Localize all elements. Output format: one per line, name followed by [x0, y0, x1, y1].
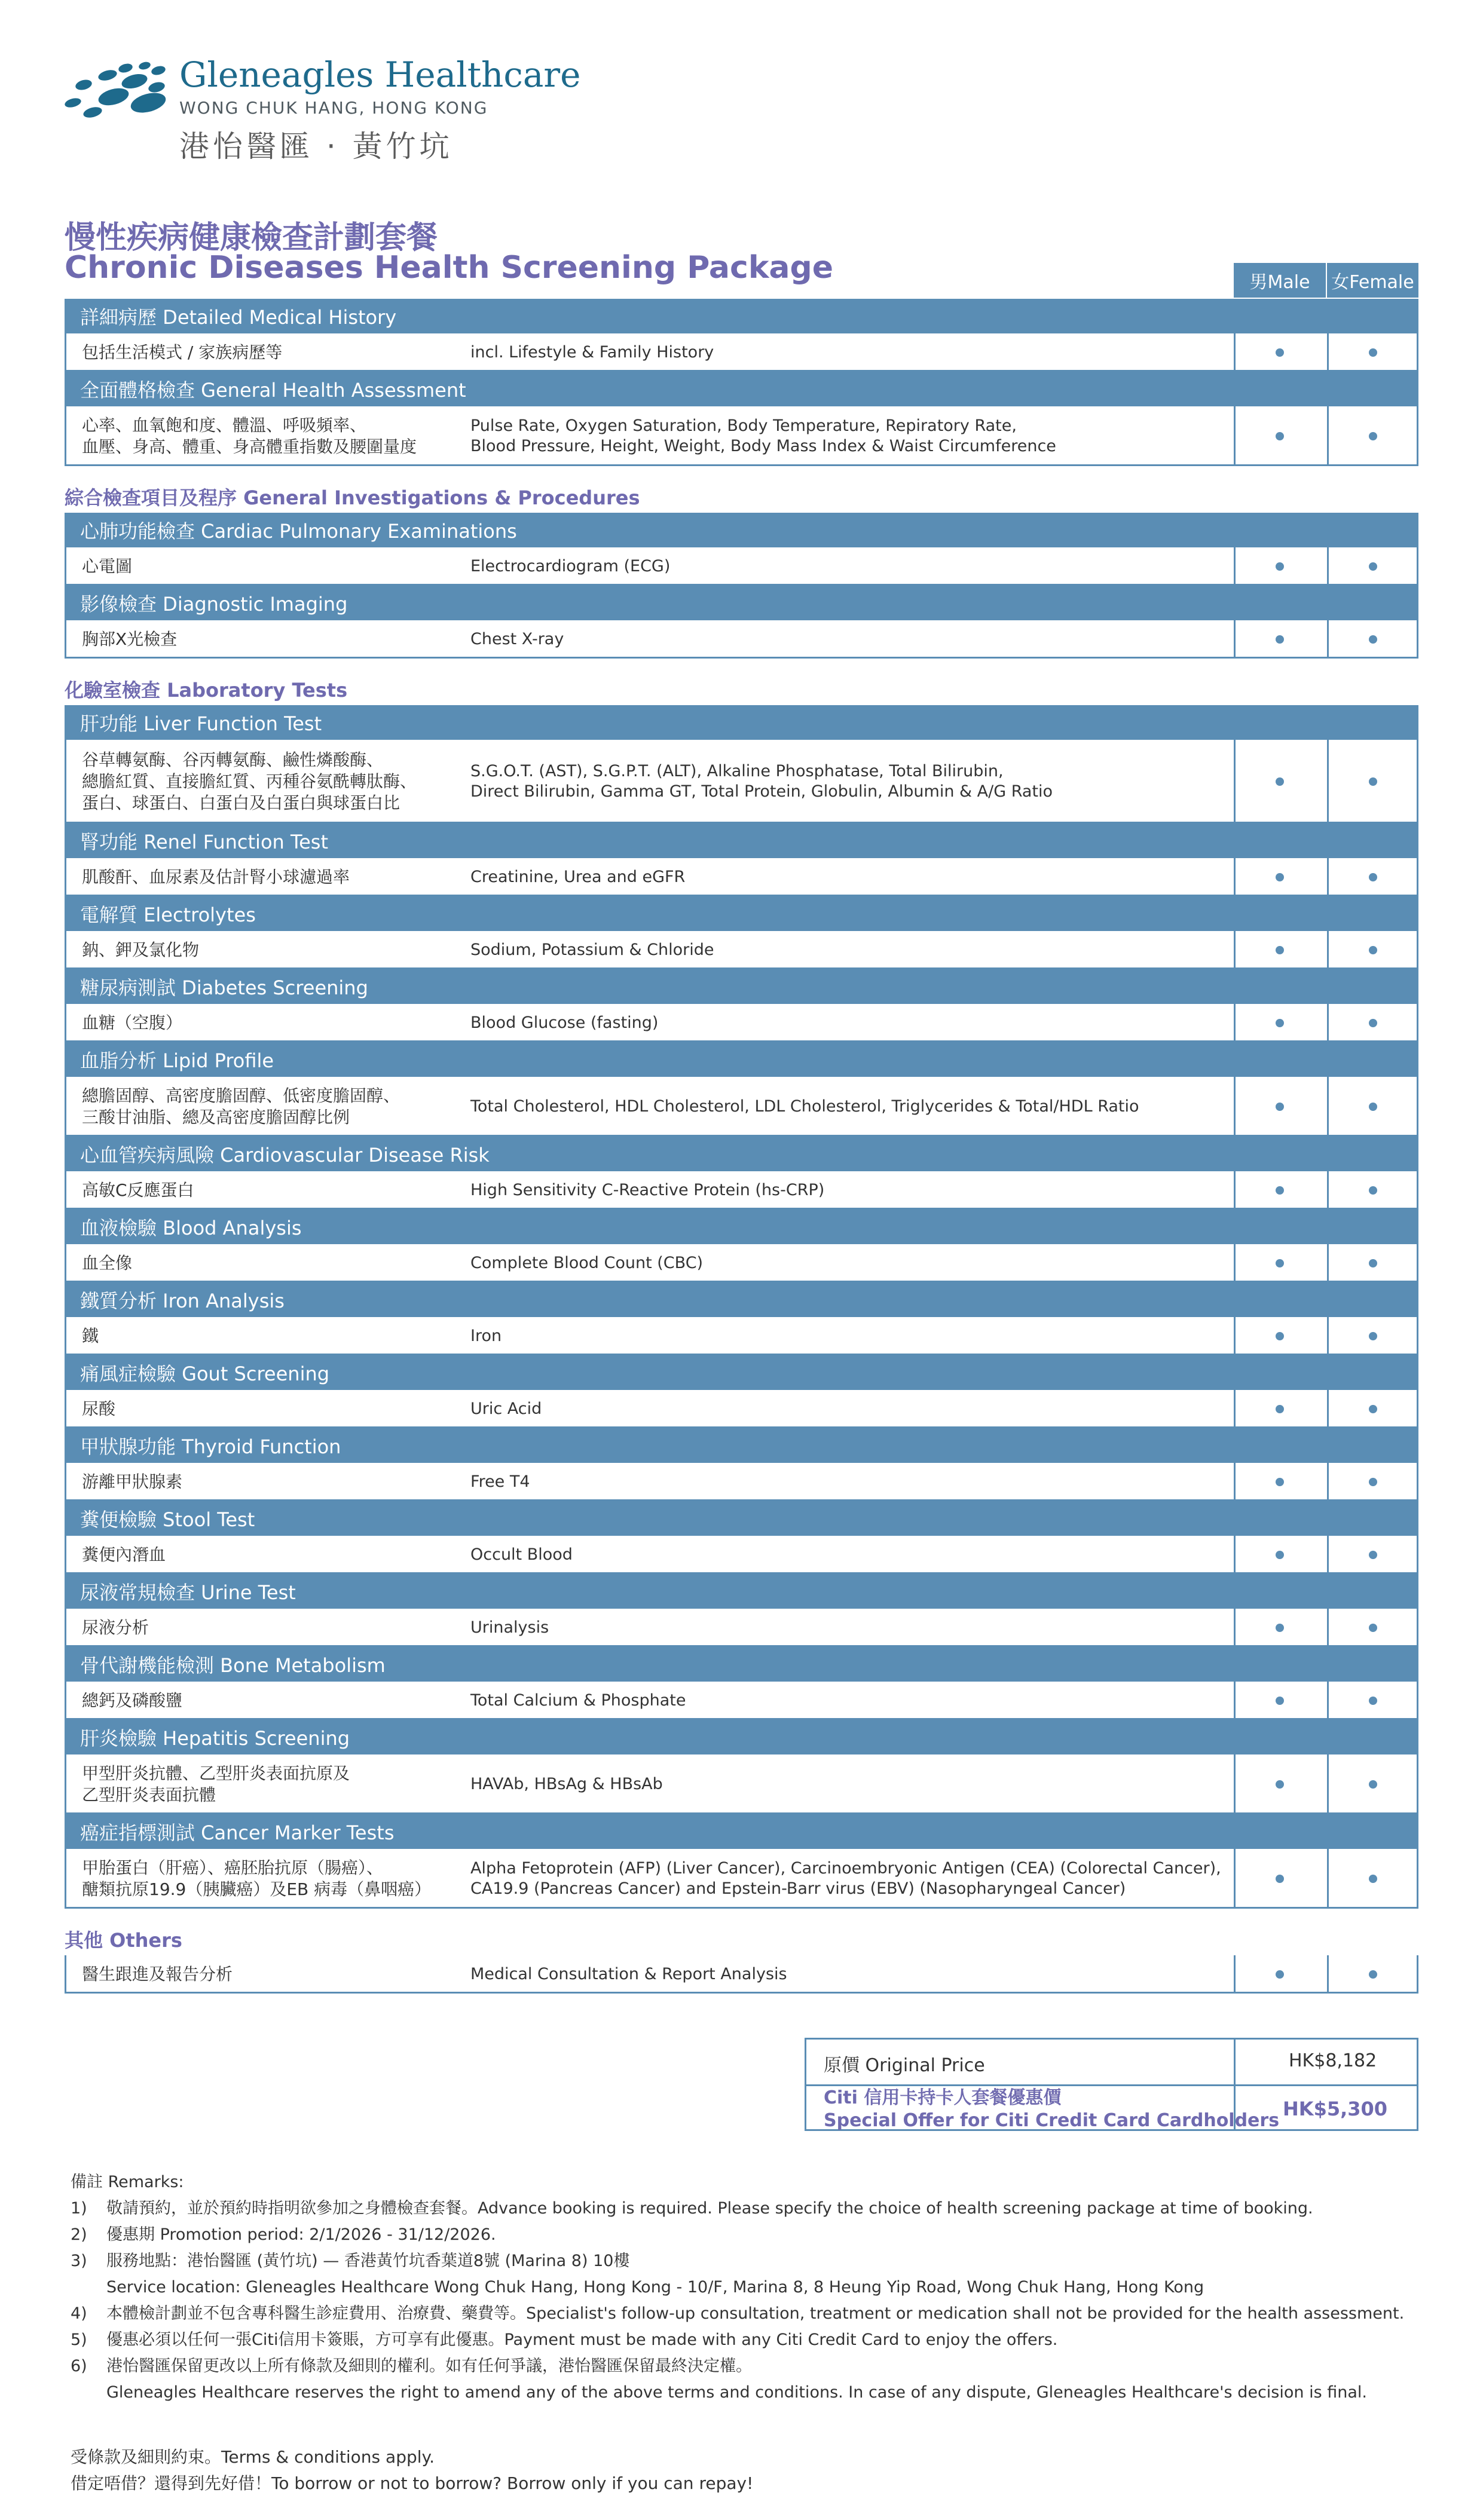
female-included-dot: [1369, 1970, 1377, 1979]
section-header: 腎功能 Renel Function Test: [65, 823, 1418, 858]
remark-text: 敬請預約，並於預約時指明欲參加之身體檢查套餐。Advance booking is required. Please specify the choice of health screening package at time of booking.: [106, 2199, 1313, 2218]
column-header-male: 男Male: [1234, 263, 1326, 298]
male-included-dot: [1276, 348, 1284, 357]
item-english: Blood Glucose (fasting): [470, 1013, 659, 1032]
table-row: [65, 1955, 1418, 1994]
table-row: [65, 333, 1418, 372]
female-included-dot: [1369, 1019, 1377, 1027]
table-row: [65, 740, 1418, 823]
item-english: Total Calcium & Phosphate: [470, 1691, 686, 1710]
item-chinese: 糞便內潛血: [82, 1545, 166, 1564]
item-english: Medical Consultation & Report Analysis: [470, 1965, 787, 1983]
section-header: 血液檢驗 Blood Analysis: [65, 1210, 1418, 1244]
remark-number: [71, 2380, 106, 2406]
item-english: Uric Acid: [470, 1400, 542, 1418]
female-included-dot: [1369, 1405, 1377, 1413]
gleneagles-logo-icon: [60, 60, 173, 131]
item-chinese: 甲胎蛋白（肝癌）、癌胚胎抗原（腸癌）、 醣類抗原19.9（胰臟癌）及EB 病毒（鼻咽癌）: [82, 1858, 432, 1899]
female-included-dot: [1369, 635, 1377, 644]
remark-text: 本體檢計劃並不包含專科醫生診症費用、治療費、藥費等。Specialist's follow-up consultation, treatment or medication shall not be provided for the health assessment.: [106, 2304, 1405, 2323]
male-included-dot: [1276, 1970, 1284, 1979]
section-header: 糖尿病測試 Diabetes Screening: [65, 969, 1418, 1004]
female-included-dot: [1369, 1780, 1377, 1789]
remark-item: [71, 2196, 1433, 2222]
female-included-dot: [1369, 1551, 1377, 1559]
female-included-dot: [1369, 1697, 1377, 1705]
female-included-dot: [1369, 946, 1377, 954]
remark-number: 4): [71, 2304, 87, 2323]
table-row: [65, 406, 1418, 466]
table-row: [65, 1463, 1418, 1501]
table-row: [65, 620, 1418, 659]
male-included-dot: [1276, 1780, 1284, 1789]
male-included-dot: [1276, 1624, 1284, 1632]
offer-price-label-en: Special Offer for Citi Credit Card Cardholders: [824, 2110, 1280, 2131]
female-included-dot: [1369, 873, 1377, 881]
section-header: 心血管疾病風險 Cardiovascular Disease Risk: [65, 1137, 1418, 1171]
table-row: [65, 1682, 1418, 1720]
item-chinese: 總鈣及磷酸鹽: [82, 1691, 183, 1710]
male-included-dot: [1276, 1875, 1284, 1883]
female-included-dot: [1369, 777, 1377, 786]
terms-notice: [71, 2444, 753, 2497]
male-included-dot: [1276, 1697, 1284, 1705]
original-price-label: 原價 Original Price: [824, 2055, 985, 2076]
section-header: 影像檢查 Diagnostic Imaging: [65, 586, 1418, 620]
table-row: [65, 1077, 1418, 1137]
section-header: 肝功能 Liver Function Test: [65, 705, 1418, 740]
item-chinese: 心電圖: [82, 556, 133, 576]
male-included-dot: [1276, 1478, 1284, 1486]
item-chinese: 胸部X光檢查: [82, 629, 178, 649]
item-chinese: 血全像: [82, 1253, 133, 1273]
brand-chinese-name: 港怡醫匯 · 黃竹坑: [179, 129, 453, 164]
terms-line-1: 受條款及細則約束。Terms & conditions apply.: [71, 2447, 435, 2467]
table-row: [65, 931, 1418, 969]
remark-number: 6): [71, 2357, 87, 2375]
remark-text: Gleneagles Healthcare reserves the right to amend any of the above terms and conditions. In case of any dispute, Gleneagles Healthcare's decision is final.: [106, 2383, 1367, 2402]
remark-item: [71, 2222, 1433, 2248]
female-included-dot: [1369, 1875, 1377, 1883]
item-english: HAVAb, HBsAg & HBsAb: [470, 1775, 663, 1793]
remark-item: [71, 2353, 1433, 2380]
section-header: 肝炎檢驗 Hepatitis Screening: [65, 1720, 1418, 1754]
item-chinese: 谷草轉氨酶、谷丙轉氨酶、鹼性燐酸酶、 總膽紅質、直接膽紅質、丙種谷氨酰轉肽酶、 蛋白、球蛋白、白蛋白及白蛋白與球蛋白比: [82, 750, 417, 813]
remark-number: 3): [71, 2252, 87, 2270]
section-header: 尿液常規檢查 Urine Test: [65, 1574, 1418, 1609]
item-english: incl. Lifestyle & Family History: [470, 343, 714, 362]
item-chinese: 血糖（空腹）: [82, 1013, 183, 1033]
remark-text: 服務地點：港怡醫匯 (黃竹坑) — 香港黃竹坑香葉道8號 (Marina 8) 10樓: [106, 2252, 630, 2270]
brand-logo: [60, 54, 598, 173]
remark-number: 1): [71, 2199, 87, 2218]
male-included-dot: [1276, 1103, 1284, 1111]
female-included-dot: [1369, 1259, 1377, 1267]
section-header: 痛風症檢驗 Gout Screening: [65, 1355, 1418, 1390]
male-included-dot: [1276, 1259, 1284, 1267]
female-included-dot: [1369, 432, 1377, 440]
item-chinese: 總膽固醇、高密度膽固醇、低密度膽固醇、 三酸甘油脂、總及高密度膽固醇比例: [82, 1086, 400, 1127]
remark-number: [71, 2274, 106, 2301]
package-title-english: Chronic Diseases Health Screening Package: [65, 250, 834, 286]
remark-item: [71, 2248, 1433, 2274]
remark-item: [71, 2380, 1433, 2406]
item-english: Free T4: [470, 1472, 530, 1491]
remarks: [71, 2169, 1433, 2406]
table-row: [65, 1317, 1418, 1355]
male-included-dot: [1276, 1551, 1284, 1559]
remark-number: 5): [71, 2331, 87, 2349]
male-included-dot: [1276, 432, 1284, 440]
section-header: 詳細病歷 Detailed Medical History: [65, 299, 1418, 333]
section-header: 心肺功能檢查 Cardiac Pulmonary Examinations: [65, 513, 1418, 547]
remarks-title: 備註 Remarks:: [71, 2173, 184, 2191]
male-included-dot: [1276, 873, 1284, 881]
remark-text: 優惠期 Promotion period: 2/1/2026 - 31/12/2026.: [106, 2225, 496, 2244]
male-included-dot: [1276, 946, 1284, 954]
original-price-value: HK$8,182: [1289, 2050, 1377, 2071]
female-included-dot: [1369, 1186, 1377, 1195]
male-included-dot: [1276, 1405, 1284, 1413]
table-row: [65, 858, 1418, 896]
offer-price-label: [824, 2087, 1279, 2132]
item-chinese: 游離甲狀腺素: [82, 1472, 183, 1492]
package-title-chinese: 慢性疾病健康檢查計劃套餐: [65, 220, 438, 256]
item-english: Chest X-ray: [470, 630, 564, 648]
item-english: Alpha Fetoprotein (AFP) (Liver Cancer), Carcinoembryonic Antigen (CEA) (Colorectal Cancer), CA19.9 (Pancreas Cancer) and Epstein-Barr virus (EBV) (Nasopharyngeal Cancer): [470, 1859, 1221, 1898]
item-english: Electrocardiogram (ECG): [470, 557, 671, 575]
female-included-dot: [1369, 1332, 1377, 1340]
section-header: 全面體格檢查 General Health Assessment: [65, 372, 1418, 406]
table-row: [65, 1609, 1418, 1647]
item-english: Pulse Rate, Oxygen Saturation, Body Temperature, Repiratory Rate, Blood Pressure, Height, Weight, Body Mass Index & Waist Circumference: [470, 417, 1056, 455]
table-row: [65, 1754, 1418, 1814]
item-english: S.G.O.T. (AST), S.G.P.T. (ALT), Alkaline Phosphatase, Total Bilirubin, Direct Bilirubin, Gamma GT, Total Protein, Globulin, Albumin & A/G Ratio: [470, 762, 1053, 801]
section-header: 癌症指標測試 Cancer Marker Tests: [65, 1814, 1418, 1849]
female-included-dot: [1369, 1624, 1377, 1632]
offer-price-value: HK$5,300: [1283, 2098, 1388, 2120]
brand-name: Gleneagles Healthcare: [179, 54, 581, 95]
item-chinese: 鐵: [82, 1326, 99, 1346]
male-included-dot: [1276, 562, 1284, 571]
item-chinese: 包括生活模式 / 家族病歷等: [82, 342, 283, 362]
section-header: 骨代謝機能檢測 Bone Metabolism: [65, 1647, 1418, 1682]
item-english: Total Cholesterol, HDL Cholesterol, LDL Cholesterol, Triglycerides & Total/HDL Ratio: [470, 1097, 1139, 1116]
item-english: Complete Blood Count (CBC): [470, 1254, 704, 1272]
table-row: [65, 1390, 1418, 1428]
brand-location: WONG CHUK HANG, HONG KONG: [179, 98, 488, 118]
section-header: 血脂分析 Lipid Profile: [65, 1042, 1418, 1077]
male-included-dot: [1276, 1332, 1284, 1340]
category-heading: 其他 Others: [65, 1929, 182, 1952]
section-header: 甲狀腺功能 Thyroid Function: [65, 1428, 1418, 1463]
remark-number: 2): [71, 2225, 87, 2244]
item-chinese: 鈉、鉀及氯化物: [82, 940, 200, 960]
remark-item: [71, 2327, 1433, 2353]
item-english: Sodium, Potassium & Chloride: [470, 941, 714, 959]
terms-line-2: 借定唔借？還得到先好借！To borrow or not to borrow? Borrow only if you can repay!: [71, 2473, 754, 2493]
section-header: 糞便檢驗 Stool Test: [65, 1501, 1418, 1536]
male-included-dot: [1276, 1019, 1284, 1027]
item-chinese: 高敏C反應蛋白: [82, 1180, 194, 1200]
female-included-dot: [1369, 1478, 1377, 1486]
remark-text: 優惠必須以任何一張Citi信用卡簽賬，方可享有此優惠。Payment must be made with any Citi Credit Card to enjoy the offers.: [106, 2331, 1058, 2349]
table-row: [65, 1171, 1418, 1210]
section-header: 鐵質分析 Iron Analysis: [65, 1282, 1418, 1317]
female-included-dot: [1369, 348, 1377, 357]
column-header-female: 女Female: [1327, 263, 1418, 298]
item-english: Occult Blood: [470, 1545, 573, 1564]
item-english: Creatinine, Urea and eGFR: [470, 868, 686, 886]
category-heading: 綜合檢查項目及程序 General Investigations & Procedures: [65, 486, 640, 509]
remark-text: Service location: Gleneagles Healthcare Wong Chuk Hang, Hong Kong - 10/F, Marina 8, 8 Heung Yip Road, Wong Chuk Hang, Hong Kong: [106, 2278, 1204, 2297]
item-chinese: 尿酸: [82, 1399, 116, 1419]
female-included-dot: [1369, 562, 1377, 571]
item-chinese: 肌酸酐、血尿素及估計腎小球濾過率: [82, 867, 350, 887]
table-row: [65, 1536, 1418, 1574]
item-english: High Sensitivity C-Reactive Protein (hs-CRP): [470, 1181, 825, 1199]
table-row: [65, 1004, 1418, 1042]
item-english: Iron: [470, 1327, 502, 1345]
table-row: [65, 1244, 1418, 1282]
remark-item: [71, 2301, 1433, 2327]
table-row: [65, 1849, 1418, 1909]
item-chinese: 甲型肝炎抗體、乙型肝炎表面抗原及 乙型肝炎表面抗體: [82, 1763, 350, 1805]
item-chinese: 心率、血氧飽和度、體溫、呼吸頻率、 血壓、身高、體重、身高體重指數及腰圍量度: [82, 415, 417, 457]
table-row: [65, 547, 1418, 586]
category-heading: 化驗室檢查 Laboratory Tests: [65, 679, 348, 702]
item-english: Urinalysis: [470, 1618, 549, 1637]
item-chinese: 尿液分析: [82, 1618, 149, 1637]
offer-price-label-cn: Citi 信用卡持卡人套餐優惠價: [824, 2087, 1062, 2108]
remarks-list: [71, 2196, 1433, 2406]
remark-text: 港怡醫匯保留更改以上所有條款及細則的權利。如有任何爭議，港怡醫匯保留最終決定權。: [106, 2357, 752, 2375]
male-included-dot: [1276, 1186, 1284, 1195]
remark-item: [71, 2274, 1433, 2301]
male-included-dot: [1276, 777, 1284, 786]
male-included-dot: [1276, 635, 1284, 644]
section-header: 電解質 Electrolytes: [65, 896, 1418, 931]
female-included-dot: [1369, 1103, 1377, 1111]
item-chinese: 醫生跟進及報告分析: [82, 1964, 233, 1984]
